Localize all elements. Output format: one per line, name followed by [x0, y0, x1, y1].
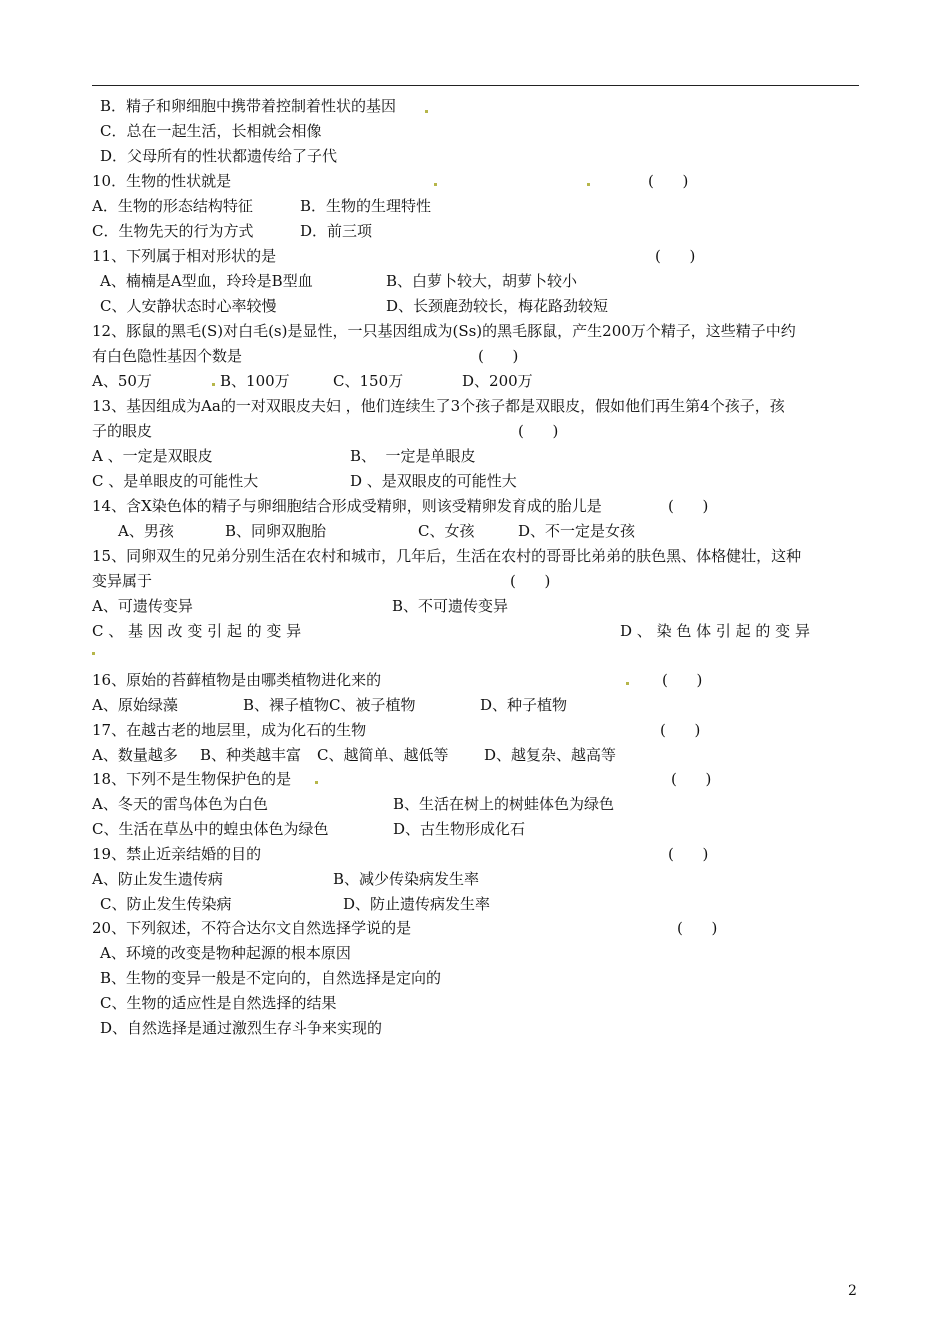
option-c: C 、 基 因 改 变 引 起 的 变 异 — [92, 622, 302, 640]
option-b: B、 一定是单眼皮 — [350, 447, 476, 465]
question-15: 15、同卵双生的兄弟分别生活在农村和城市，几年后，生活在农村的哥哥比弟弟的肤色黑、体格健壮，这种 — [92, 547, 802, 565]
option-d: D、古生物形成化石 — [393, 820, 526, 838]
option-a: A、可遗传变异 — [92, 597, 193, 615]
question-15-cont: 变异属于 — [92, 572, 153, 590]
option-c: C、生物的适应性是自然选择的结果 — [100, 994, 337, 1012]
option-d: D、200万 — [462, 372, 533, 390]
answer-blank: ( ) — [510, 572, 551, 590]
option-a: A．生物的形态结构特征 — [92, 197, 253, 215]
option-d: D、自然选择是通过激烈生存斗争来实现的 — [100, 1019, 383, 1037]
question-20: 20、下列叙述，不符合达尔文自然选择学说的是 — [92, 919, 412, 937]
scan-speck — [425, 110, 428, 113]
option-d: D、种子植物 — [480, 696, 568, 714]
header-rule — [92, 85, 859, 86]
question-12: 12、豚鼠的黑毛(S)对白毛(s)是显性，一只基因组成为(Ss)的黑毛豚鼠，产生200万个精子，这些精子中约 — [92, 322, 796, 340]
option-d: D 、 染 色 体 引 起 的 变 异 — [620, 622, 810, 640]
option-d: D、不一定是女孩 — [518, 522, 636, 540]
scan-speck — [315, 781, 318, 784]
answer-blank: ( ) — [648, 172, 689, 190]
option-a: A、男孩 — [118, 522, 174, 540]
option-d: D、越复杂、越高等 — [484, 746, 617, 764]
option-a: A、50万 — [92, 372, 152, 390]
option-b: B、不可遗传变异 — [392, 597, 509, 615]
option-a: A 、一定是双眼皮 — [92, 447, 213, 465]
option-c: C．生物先天的行为方式 — [92, 222, 254, 240]
option-c: C、人安静状态时心率较慢 — [100, 297, 277, 315]
option-c: C、生活在草丛中的蝗虫体色为绿色 — [92, 820, 329, 838]
question-18: 18、下列不是生物保护色的是 — [92, 770, 292, 788]
question-13: 13、基因组成为Aa的一对双眼皮夫妇 ，他们连续生了3个孩子都是双眼皮，假如他们再生第4个孩子，孩 — [92, 397, 785, 415]
option-a: A、防止发生遗传病 — [92, 870, 223, 888]
option-d: D．前三项 — [300, 222, 373, 240]
option-c: C、越简单、越低等 — [317, 746, 449, 764]
text-line: B．精子和卵细胞中携带着控制着性状的基因 — [100, 97, 397, 115]
option-c: C、女孩 — [418, 522, 475, 540]
question-13-cont: 子的眼皮 — [92, 422, 153, 440]
option-a: A、数量越多 — [92, 746, 178, 764]
question-16: 16、原始的苔藓植物是由哪类植物进化来的 — [92, 671, 382, 689]
option-b-c: B、裸子植物C、被子植物 — [243, 696, 416, 714]
option-c: C、150万 — [333, 372, 404, 390]
option-b: B、减少传染病发生率 — [333, 870, 480, 888]
answer-blank: ( ) — [478, 347, 519, 365]
option-a: A、环境的改变是物种起源的根本原因 — [100, 944, 351, 962]
question-12-cont: 有白色隐性基因个数是 — [92, 347, 243, 365]
option-b: B、白萝卜较大，胡萝卜较小 — [386, 272, 578, 290]
option-b: B、100万 — [220, 372, 290, 390]
option-b: B、生活在树上的树蛙体色为绿色 — [393, 795, 615, 813]
answer-blank: ( ) — [671, 770, 712, 788]
answer-blank: ( ) — [668, 845, 709, 863]
question-10: 10．生物的性状就是 — [92, 172, 232, 190]
question-17: 17、在越古老的地层里，成为化石的生物 — [92, 721, 367, 739]
option-b: B．生物的生理特性 — [300, 197, 432, 215]
scan-speck — [434, 183, 437, 186]
scan-speck — [92, 652, 95, 655]
question-19: 19、禁止近亲结婚的目的 — [92, 845, 262, 863]
text-line: D．父母所有的性状都遗传给了子代 — [100, 147, 338, 165]
answer-blank: ( ) — [518, 422, 559, 440]
scan-speck — [626, 682, 629, 685]
option-a: A、楠楠是A型血，玲玲是B型血 — [100, 272, 313, 290]
page-number: 2 — [848, 1283, 857, 1299]
option-a: A、原始绿藻 — [92, 696, 178, 714]
option-b: B、同卵双胞胎 — [225, 522, 327, 540]
option-d: D、长颈鹿劲较长，梅花路劲较短 — [386, 297, 609, 315]
option-c: C、防止发生传染病 — [100, 895, 232, 913]
question-14: 14、含X染色体的精子与卵细胞结合形成受精卵，则该受精卵发育成的胎儿是 — [92, 497, 602, 515]
option-b: B、生物的变异一般是不定向的，自然选择是定向的 — [100, 969, 442, 987]
text-line: C．总在一起生活，长相就会相像 — [100, 122, 322, 140]
scan-speck — [587, 183, 590, 186]
answer-blank: ( ) — [677, 919, 718, 937]
scan-speck — [212, 383, 215, 386]
option-a: A、冬天的雷鸟体色为白色 — [92, 795, 268, 813]
answer-blank: ( ) — [660, 721, 701, 739]
option-b: B、种类越丰富 — [200, 746, 302, 764]
option-d: D、防止遗传病发生率 — [343, 895, 491, 913]
option-d: D 、是双眼皮的可能性大 — [350, 472, 517, 490]
question-11: 11、下列属于相对形状的是 — [92, 247, 277, 265]
answer-blank: ( ) — [668, 497, 709, 515]
option-c: C 、是单眼皮的可能性大 — [92, 472, 259, 490]
answer-blank: ( ) — [655, 247, 696, 265]
answer-blank: ( ) — [662, 671, 703, 689]
